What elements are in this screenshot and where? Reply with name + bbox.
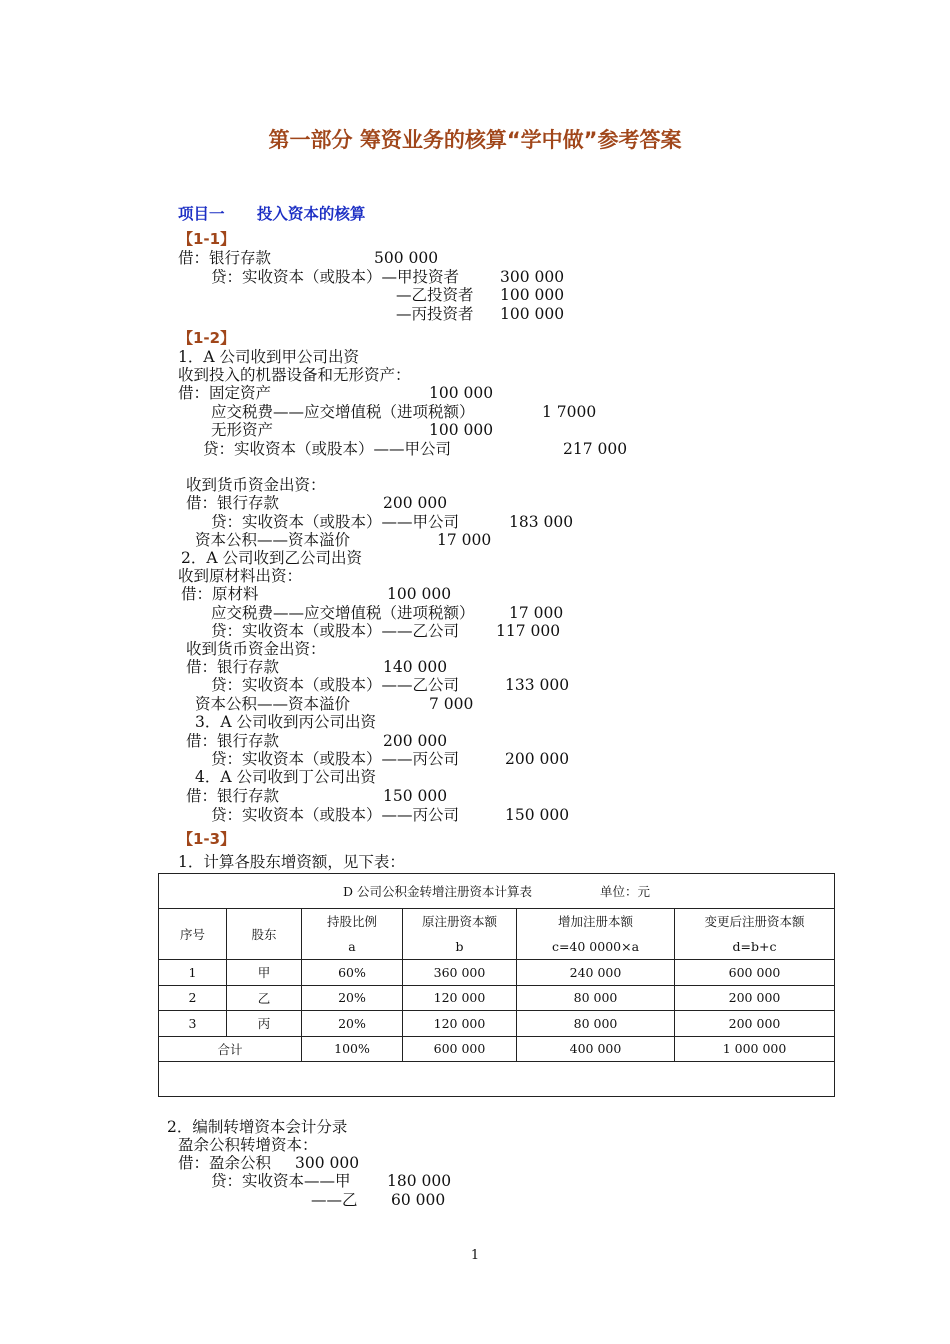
- table-cell: 360 000: [403, 960, 517, 986]
- entry-amount: 17 000: [437, 531, 492, 549]
- section-label-1-2: 【1-2】: [178, 329, 236, 347]
- entry-credit: —乙投资者: [396, 286, 474, 304]
- entry-debit: 借：盈余公积: [178, 1154, 272, 1172]
- entry-amount: 300 000: [500, 268, 565, 286]
- subheading: 1．A 公司收到甲公司出资: [178, 348, 359, 366]
- entry-amount: 150 000: [505, 806, 570, 824]
- table-cell: 丙: [227, 1011, 302, 1037]
- entry-credit: 贷：实收资本（或股本）——甲公司: [203, 440, 452, 458]
- table-blank-row: [159, 1062, 835, 1097]
- table-cell: 甲: [227, 960, 302, 986]
- table-row: [159, 1011, 835, 1037]
- table-cell: 80 000: [517, 985, 675, 1011]
- entry-debit: 借：银行存款: [186, 732, 280, 750]
- entry-amount: 100 000: [429, 384, 494, 402]
- entry-debit: 应交税费——应交增值税（进项税额）: [211, 604, 475, 622]
- entry-amount: 100 000: [429, 421, 494, 439]
- section-label-1-3: 【1-3】: [178, 830, 236, 848]
- entry-amount: 183 000: [509, 513, 574, 531]
- note-text: 收到投入的机器设备和无形资产：: [178, 366, 411, 384]
- entry-amount: 200 000: [383, 494, 448, 512]
- table-cell: 100%: [302, 1036, 403, 1062]
- entry-amount: 7 000: [429, 695, 474, 713]
- entry-amount: 17 000: [509, 604, 564, 622]
- entry-amount: 180 000: [387, 1172, 452, 1190]
- header-cell: 原注册资本额 b: [403, 909, 517, 960]
- table-cell: 合计: [159, 1036, 302, 1062]
- entry-credit: 资本公积——资本溢价: [195, 531, 351, 549]
- entry-amount: 217 000: [563, 440, 628, 458]
- table-cell: 600 000: [675, 960, 835, 986]
- subheading: 2．编制转增资本会计分录: [167, 1118, 348, 1136]
- project-heading: 项目一 投入资本的核算: [178, 205, 366, 223]
- table-cell: 200 000: [675, 985, 835, 1011]
- header-cell: 持股比例 a: [302, 909, 403, 960]
- entry-credit: ——乙: [311, 1191, 358, 1209]
- table-cell: 3: [159, 1011, 227, 1037]
- table-cell: 120 000: [403, 985, 517, 1011]
- table-cell: 600 000: [403, 1036, 517, 1062]
- entry-credit: 贷：实收资本（或股本）——丙公司: [211, 750, 460, 768]
- table-cell: 400 000: [517, 1036, 675, 1062]
- entry-amount: 140 000: [383, 658, 448, 676]
- header-cell: 股东: [227, 909, 302, 960]
- entry-credit: 贷：实收资本（或股本）——丙公司: [211, 806, 460, 824]
- entry-amount: 300 000: [295, 1154, 360, 1172]
- note-text: 盈余公积转增资本：: [178, 1136, 318, 1154]
- table-row: [159, 985, 835, 1011]
- header-cell: 变更后注册资本额 d=b+c: [675, 909, 835, 960]
- page-title: 第一部分 筹资业务的核算“学中做”参考答案: [268, 128, 682, 152]
- entry-credit: 贷：实收资本（或股本）——乙公司: [211, 622, 460, 640]
- table-cell: 1: [159, 960, 227, 986]
- entry-amount: 100 000: [387, 585, 452, 603]
- note-text: 收到货币资金出资：: [186, 640, 326, 658]
- subheading: 3．A 公司收到丙公司出资: [195, 713, 376, 731]
- table-cell: 80 000: [517, 1011, 675, 1037]
- table-cell: 2: [159, 985, 227, 1011]
- entry-amount: 100 000: [500, 305, 565, 323]
- table-cell: 1 000 000: [675, 1036, 835, 1062]
- note-text: 收到原材料出资：: [178, 567, 303, 585]
- entry-debit: 借：银行存款: [178, 249, 272, 267]
- entry-amount: 200 000: [383, 732, 448, 750]
- subheading: 4．A 公司收到丁公司出资: [195, 768, 376, 786]
- header-cell: 增加注册本额 c=40 0000×a: [517, 909, 675, 960]
- entry-debit: 借：银行存款: [186, 658, 280, 676]
- entry-credit: 资本公积——资本溢价: [195, 695, 351, 713]
- section-label-1-1: 【1-1】: [178, 230, 236, 248]
- entry-amount: 133 000: [505, 676, 570, 694]
- subheading: 2．A 公司收到乙公司出资: [181, 549, 362, 567]
- entry-credit: 贷：实收资本——甲: [211, 1172, 351, 1190]
- entry-credit: 贷：实收资本（或股本）——甲公司: [211, 513, 460, 531]
- entry-amount: 150 000: [383, 787, 448, 805]
- entry-credit: —丙投资者: [396, 305, 474, 323]
- note-text: 收到货币资金出资：: [186, 476, 326, 494]
- capital-table: [158, 873, 835, 1097]
- entry-credit: 贷：实收资本（或股本）—甲投资者: [211, 268, 460, 286]
- entry-amount: 200 000: [505, 750, 570, 768]
- table-row: [159, 960, 835, 986]
- entry-debit: 借：银行存款: [186, 787, 280, 805]
- table-cell: 200 000: [675, 1011, 835, 1037]
- entry-amount: 100 000: [500, 286, 565, 304]
- table-cell: 60%: [302, 960, 403, 986]
- entry-debit: 无形资产: [211, 421, 274, 439]
- entry-debit: 应交税费——应交增值税（进项税额）: [211, 403, 475, 421]
- entry-amount: 117 000: [496, 622, 561, 640]
- entry-debit: 借：原材料: [181, 585, 259, 603]
- table-cell: 120 000: [403, 1011, 517, 1037]
- entry-amount: 1 7000: [542, 403, 597, 421]
- table-cell: 乙: [227, 985, 302, 1011]
- page-number: 1: [470, 1248, 480, 1263]
- table-unit: 单位：元: [599, 884, 650, 899]
- subheading: 1．计算各股东增资额，见下表：: [178, 853, 405, 871]
- entry-amount: 500 000: [374, 249, 439, 267]
- table-title: D 公司公积金转增注册资本计算表: [343, 884, 533, 899]
- table-cell: 240 000: [517, 960, 675, 986]
- entry-debit: 借：固定资产: [178, 384, 272, 402]
- table-cell: 20%: [302, 985, 403, 1011]
- table-total-row: [159, 1036, 835, 1062]
- table-cell: 20%: [302, 1011, 403, 1037]
- entry-amount: 60 000: [391, 1191, 446, 1209]
- entry-debit: 借：银行存款: [186, 494, 280, 512]
- table-caption: [159, 874, 835, 909]
- entry-credit: 贷：实收资本（或股本）——乙公司: [211, 676, 460, 694]
- header-cell: 序号: [159, 909, 227, 960]
